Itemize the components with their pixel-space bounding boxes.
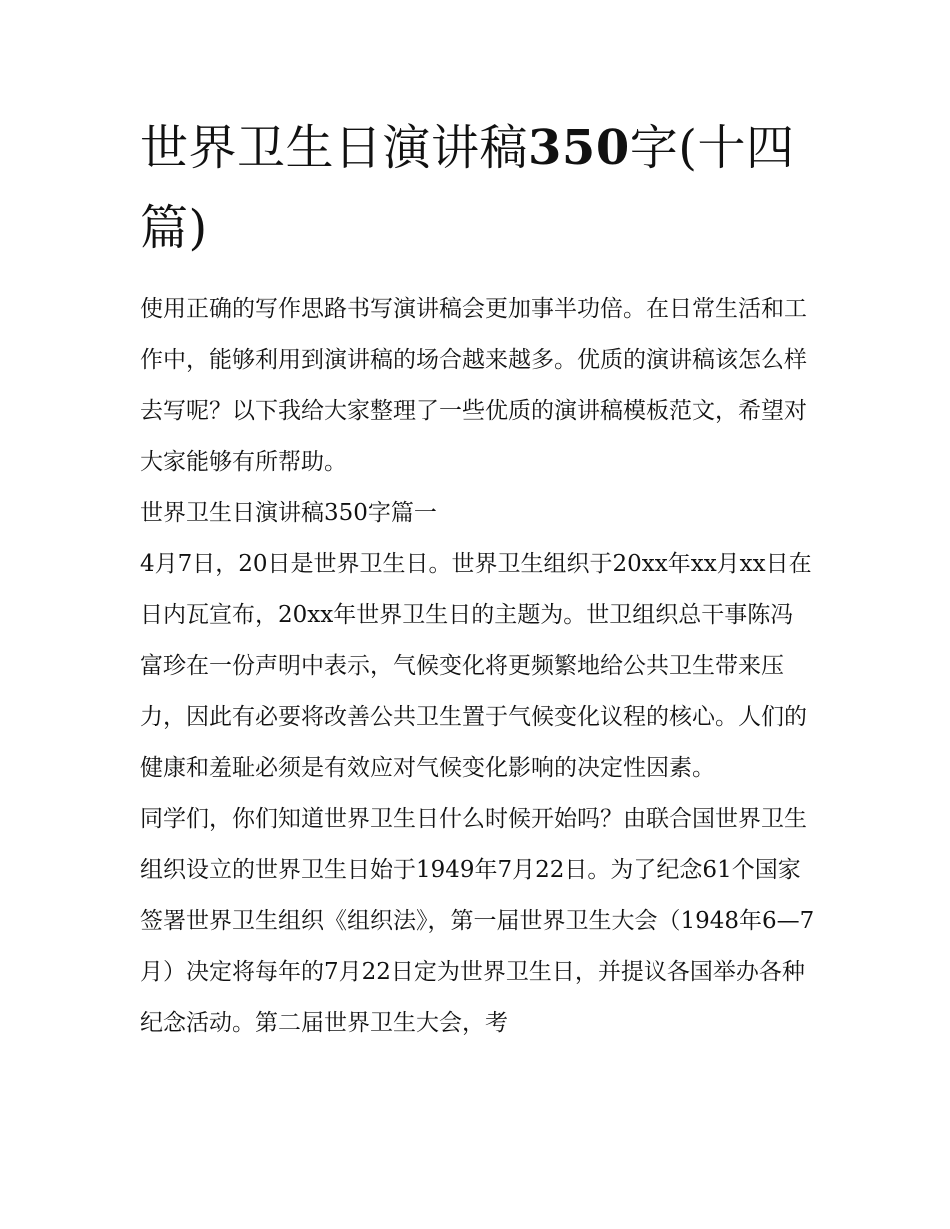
intro-paragraph: 使用正确的写作思路书写演讲稿会更加事半功倍。在日常生活和工作中，能够利用到演讲稿的场合越来越多。优质的演讲稿该怎么样去写呢？以下我给大家整理了一些优质的演讲稿模板范文，希望对大家能够有所帮助。 xyxy=(140,296,807,475)
section-heading: 世界卫生日演讲稿350字篇一 xyxy=(140,500,437,526)
title-number: 350 xyxy=(528,120,630,176)
document-title xyxy=(140,108,815,268)
title-text-part2: 字(十四篇) xyxy=(140,120,795,256)
title-text-part1: 世界卫生日演讲稿 xyxy=(140,120,529,176)
document-body xyxy=(140,284,815,1049)
document-page xyxy=(140,108,815,1049)
body-paragraph: 4月7日，20日是世界卫生日。世界卫生组织于20xx年xx月xx日在日内瓦宣布，20xx年世界卫生日的主题为。世卫组织总干事陈冯富珍在一份声明中表示，气候变化将更频繁地给公共卫生带来压力，因此有必要将改善公共卫生置于气候变化议程的核心。人们的健康和羞耻必须是有效应对气候变化影响的决定性因素。 xyxy=(140,551,812,781)
body-paragraph: 同学们，你们知道世界卫生日什么时候开始吗？由联合国世界卫生组织设立的世界卫生日始于1949年7月22日。为了纪念61个国家签署世界卫生组织《组织法》，第一届世界卫生大会（1948年6—7月）决定将每年的7月22日定为世界卫生日，并提议各国举办各种纪念活动。第二届世界卫生大会，考 xyxy=(140,806,815,1036)
